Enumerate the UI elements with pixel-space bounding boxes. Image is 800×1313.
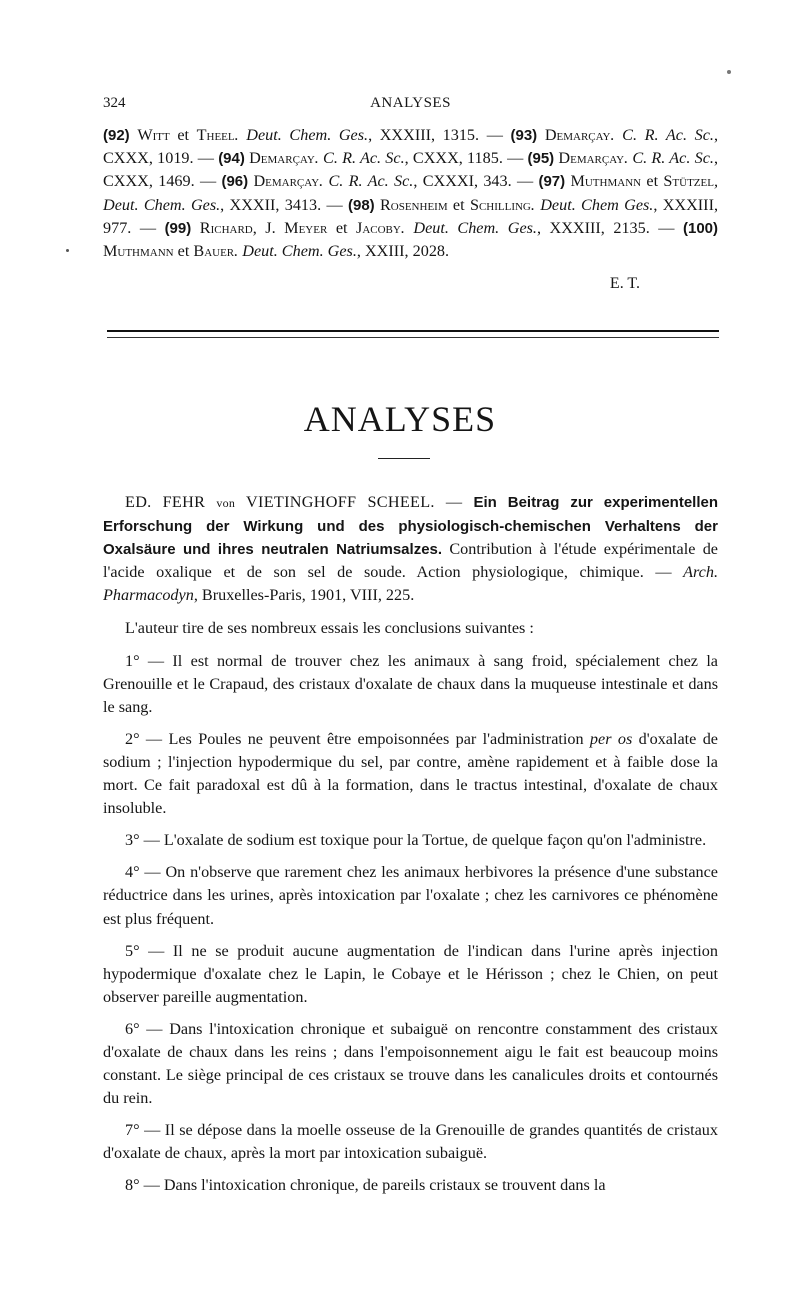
reference-number: (94) [218, 150, 245, 168]
conclusion-item [103, 1018, 718, 1110]
references-block [103, 124, 718, 263]
article-header [103, 491, 718, 607]
article-french-title: Contribution à l'étude expérimentale de l'acide oxalique et de son sel de soude. Action physiologique, chimique. — [103, 540, 718, 582]
reference-authors-2: Schilling [469, 195, 531, 214]
reference-item: (93) Demarçay. C. R. Ac. Sc., CXXX, 1019. — [103, 126, 718, 168]
conclusion-text: — Il est normal de trouver chez les animaux à sang froid, spécialement chez la Grenouille et le Crapaud, des cristaux d'oxalate de chaux dans la muqueuse intestinale et dans le sang. [103, 651, 718, 716]
conclusion-text: — L'oxalate de sodium est toxique pour la Tortue, de quelque façon qu'on l'administre. [139, 831, 707, 850]
reference-journal: . C. R. Ac. Sc. [314, 149, 405, 168]
reference-authors: Richard, J. Meyer [199, 218, 328, 237]
reference-authors-2: Jacoby [356, 218, 401, 237]
margin-mark [66, 249, 69, 252]
title-underline [378, 458, 430, 459]
article-citation: , Bruxelles-Paris, 1901, VIII, 225. [193, 586, 415, 605]
reference-journal: . C. R. Ac. Sc. [319, 172, 414, 191]
reference-journal: , Deut. Chem. Ges. [103, 172, 718, 214]
running-title: ANALYSES [370, 95, 451, 111]
reference-journal: . Deut. Chem. Ges. [400, 218, 537, 237]
conclusion-number: 5° [125, 941, 140, 960]
reference-authors: Demarçay [249, 149, 315, 168]
conclusions-list [103, 650, 718, 1198]
conclusion-text: — Il ne se produit aucune augmentation de l'indican dans l'urine après injection hypodermique d'oxalate chez le Lapin, le Cobaye et le Hérisson ; chez le Chien, on peut observer pareille augmentation. [103, 941, 718, 1006]
conclusion-number: 1° [125, 651, 140, 670]
article-german-title: Ein Beitrag zur experimentellen Erforschung der Wirkung und des physiologisch-chemischen Verhaltens der Oxalsäure und ihres neutralen Natriumsalzes. [103, 494, 719, 559]
page-number: 324 [103, 95, 126, 111]
reference-authors: Rosenheim [379, 195, 448, 214]
reference-number: (97) [538, 173, 566, 191]
reference-journal: . Deut. Chem Ges. [530, 195, 654, 214]
article-author: ED. FEHR von VIETINGHOFF SCHEEL. — [125, 493, 474, 511]
reference-number: (100) [683, 219, 719, 237]
conclusion-number: 4° [125, 863, 140, 882]
section-divider [107, 330, 719, 332]
reference-authors: Witt [137, 126, 170, 144]
article-intro: L'auteur tire de ses nombreux essais les conclusions suivantes : [125, 619, 534, 638]
reference-authors-2: Stützel [663, 172, 714, 191]
conclusion-number: 8° [125, 1176, 140, 1195]
reference-journal: . Deut. Chem. Ges. [234, 126, 369, 144]
article-body [103, 491, 718, 1207]
reference-authors: Muthmann [103, 242, 174, 261]
conclusion-text: — On n'observe que rarement chez les animaux herbivores la présence d'une substance réductrice dans les urines, après intoxication par l'oxalate ; chez les carnivores ce phénomène est plus fréquent. [103, 863, 718, 928]
conclusion-item [103, 829, 718, 852]
conclusion-item [103, 940, 718, 1009]
reference-item: (92) Witt et Theel. Deut. Chem. Ges., XXXIII, 1315. — [103, 126, 511, 144]
reference-item: (94) Demarçay. C. R. Ac. Sc., CXXX, 1185. — [218, 149, 528, 168]
section-title: ANALYSES [303, 399, 497, 439]
reference-journal: . Deut. Chem. Ges. [234, 242, 357, 261]
conclusion-text: d'oxalate de sodium ; l'injection hypodermique du sel, par contre, amène rapidement et à faible dose la mort. Ce fait paradoxal est dû à la formation, dans le tractus intestinal, d'oxalate de chaux insoluble. [103, 729, 718, 818]
conclusion-text: — Dans l'intoxication chronique, de pareils cristaux se trouvent dans la [139, 1176, 606, 1195]
print-mark [727, 70, 731, 74]
conclusion-number: 3° [125, 831, 140, 850]
reference-journal: . C. R. Ac. Sc. [610, 126, 714, 144]
reference-item: (98) Rosenheim et Schilling. Deut. Chem Ges., XXXIII, 977. — [103, 195, 719, 237]
reference-number: (92) [103, 127, 130, 144]
reference-authors-2: Theel [196, 126, 235, 144]
reference-authors-2: Bauer [193, 242, 235, 261]
reference-number: (95) [527, 150, 555, 168]
conclusion-item [103, 861, 718, 930]
reference-authors: Demarçay [253, 172, 320, 191]
conclusion-number: 7° [125, 1121, 140, 1140]
reference-item: (96) Demarçay. C. R. Ac. Sc., CXXXI, 343. — [221, 172, 539, 191]
conclusion-text: — Il se dépose dans la moelle osseuse de la Grenouille de grandes quantités de cristaux d'oxalate de chaux, après la mort par intoxication subaiguë. [103, 1121, 718, 1163]
reference-journal: . C. R. Ac. Sc. [624, 149, 714, 168]
signature: E. T. [609, 275, 640, 292]
conclusion-item [103, 650, 718, 719]
reference-authors: Demarçay [544, 126, 611, 144]
conclusion-number: 2° [125, 729, 140, 748]
reference-number: (98) [347, 196, 375, 214]
section-divider-thin [107, 337, 719, 338]
reference-item: (97) Muthmann et Stützel, Deut. Chem. Ges., XXXII, 3413. — [103, 172, 718, 214]
reference-item: (95) Demarçay. C. R. Ac. Sc., CXXX, 1469. — [103, 149, 718, 191]
reference-number: (93) [510, 127, 538, 144]
conclusion-text: — Dans l'intoxication chronique et subaiguë on rencontre constamment des cristaux d'oxalate de chaux dans les reins ; dans l'empoisonnement aigu le fait est beaucoup moins constant. Le siège principal de ces cristaux se trouve dans les canalicules droits et contournés du rein. [103, 1019, 718, 1108]
reference-number: (99) [164, 219, 192, 237]
reference-authors: Demarçay [558, 149, 625, 168]
conclusion-item [103, 1174, 718, 1197]
conclusion-number: 6° [125, 1019, 140, 1038]
conclusion-item [103, 1119, 718, 1165]
reference-item: (99) Richard, J. Meyer et Jacoby. Deut. Chem. Ges., XXXIII, 2135. — [164, 218, 683, 237]
reference-number: (96) [221, 173, 249, 191]
reference-item: (100) Muthmann et Bauer. Deut. Chem. Ges., XXIII, 2028. [103, 219, 719, 261]
running-head [103, 95, 718, 115]
article-journal: Arch. Pharmacodyn [103, 563, 718, 605]
conclusion-item: 2° — Les Poules ne peuvent être empoisonnées par l'administration per os d'oxalate de sodium ; l'injection hypodermique du sel, par contre, amène rapidement et à faible dose la mort. Ce fait paradoxal est dû à la formation, dans le tractus intestinal, d'oxalate de chaux insoluble. [103, 729, 718, 818]
reference-authors: Muthmann [570, 172, 642, 191]
